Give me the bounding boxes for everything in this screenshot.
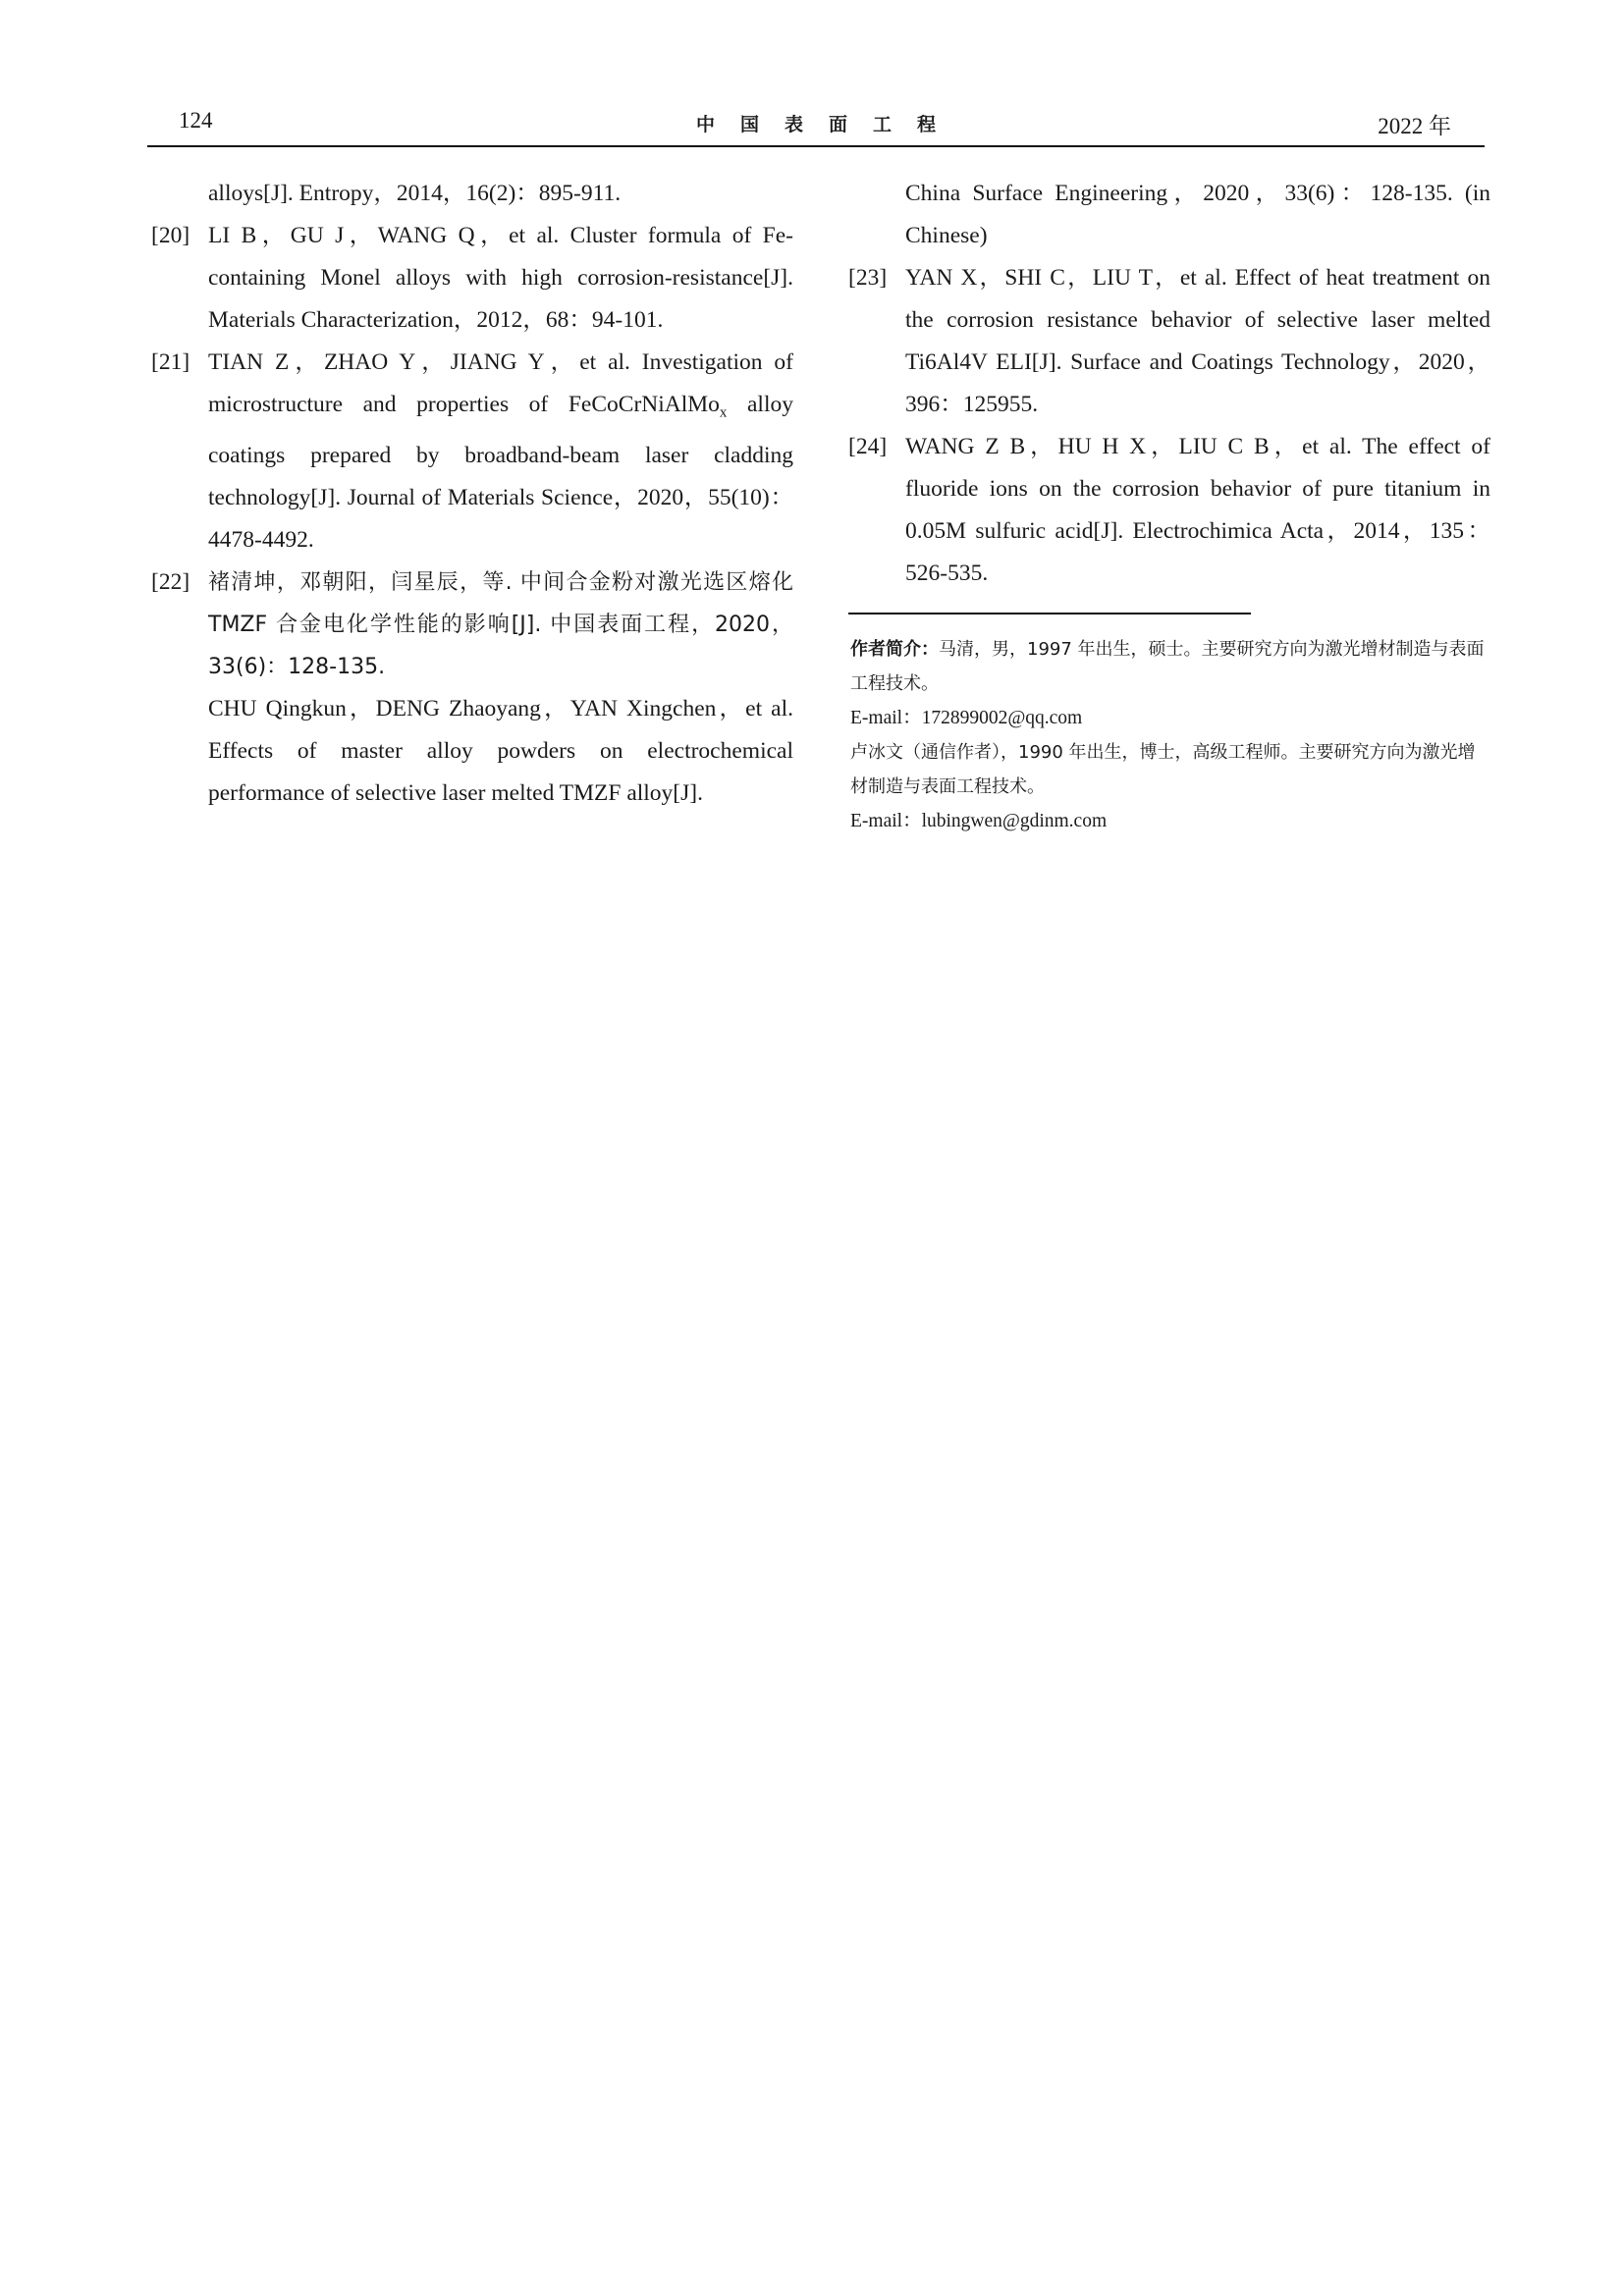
reference-column-right xyxy=(848,173,1490,595)
reference-number: [22] xyxy=(151,568,190,595)
reference-number: [21] xyxy=(151,349,190,375)
journal-title: 中国表面工程 xyxy=(695,114,961,135)
reference-text: alloys[J]. Entropy，2014，16(2)：895-911. xyxy=(208,181,622,206)
reference-text: WANG Z B，HU H X，LIU C B，et al. The effect of fluoride ions on the corrosion behavior of pure titanium in 0.05M sulfuric acid[J]. Electrochimica Acta，2014，135：526-535. xyxy=(905,434,1490,586)
reference-text-english: CHU Qingkun，DENG Zhaoyang，YAN Xingchen，et al. Effects of master alloy powders on electrochemical performance of selective laser melted TMZF alloy[J]. xyxy=(208,695,793,806)
author-bio xyxy=(850,632,1492,838)
page-number: 124 xyxy=(179,108,213,133)
corresponding-author-bio: 卢冰文（通信作者），1990 年出生，博士，高级工程师。主要研究方向为激光增材制造与表面工程技术。 xyxy=(850,742,1476,797)
page-header xyxy=(147,102,1485,147)
reference-column-left xyxy=(151,173,793,815)
reference-text: China Surface Engineering，2020，33(6)：128-135. (in Chinese) xyxy=(905,181,1490,248)
reference-text: YAN X，SHI C，LIU T，et al. Effect of heat treatment on the corrosion resistance behavior of selective laser melted Ti6Al4V ELI[J]. Surface and Coatings Technology，2020，396：125955. xyxy=(905,265,1490,417)
author-bio-label: 作者简介： xyxy=(850,639,939,660)
author-email: E-mail：172899002@qq.com xyxy=(850,708,1083,728)
issue-year: 2022 年 xyxy=(1378,114,1451,138)
reference-text-part: TIAN Z，ZHAO Y，JIANG Y，et al. Investigation of microstructure and properties of FeCoCrNiAlMo xyxy=(208,349,793,417)
reference-number: [23] xyxy=(848,265,888,291)
reference-23 xyxy=(848,257,1490,426)
corresponding-author-email: E-mail：lubingwen@gdinm.com xyxy=(850,811,1108,831)
reference-continued xyxy=(848,173,1490,257)
author-bio-first xyxy=(850,632,1492,701)
reference-24 xyxy=(848,426,1490,595)
author-bio-text: 马清，男，1997 年出生，硕士。主要研究方向为激光增材制造与表面工程技术。 xyxy=(850,639,1485,694)
reference-text-part: alloy coatings prepared by broadband-beam laser cladding technology[J]. Journal of Materials Science，2020，55(10)：4478-4492. xyxy=(208,392,793,553)
reference-continued xyxy=(151,173,793,215)
reference-21 xyxy=(151,342,793,561)
reference-number: [24] xyxy=(848,434,888,459)
reference-22 xyxy=(151,561,793,815)
footnote-divider xyxy=(848,613,1251,614)
reference-number: [20] xyxy=(151,223,190,248)
reference-20 xyxy=(151,215,793,342)
subscript: x xyxy=(719,404,728,421)
reference-text-chinese: 褚清坤，邓朝阳，闫星辰，等. 中间合金粉对激光选区熔化 TMZF 合金电化学性能的影响[J]. 中国表面工程，2020，33(6)：128-135. xyxy=(208,569,793,679)
reference-text: LI B，GU J，WANG Q，et al. Cluster formula of Fe-containing Monel alloys with high corrosion-resistance[J]. Materials Characterization，2012，68：94-101. xyxy=(208,223,793,333)
reference-text xyxy=(208,342,793,561)
